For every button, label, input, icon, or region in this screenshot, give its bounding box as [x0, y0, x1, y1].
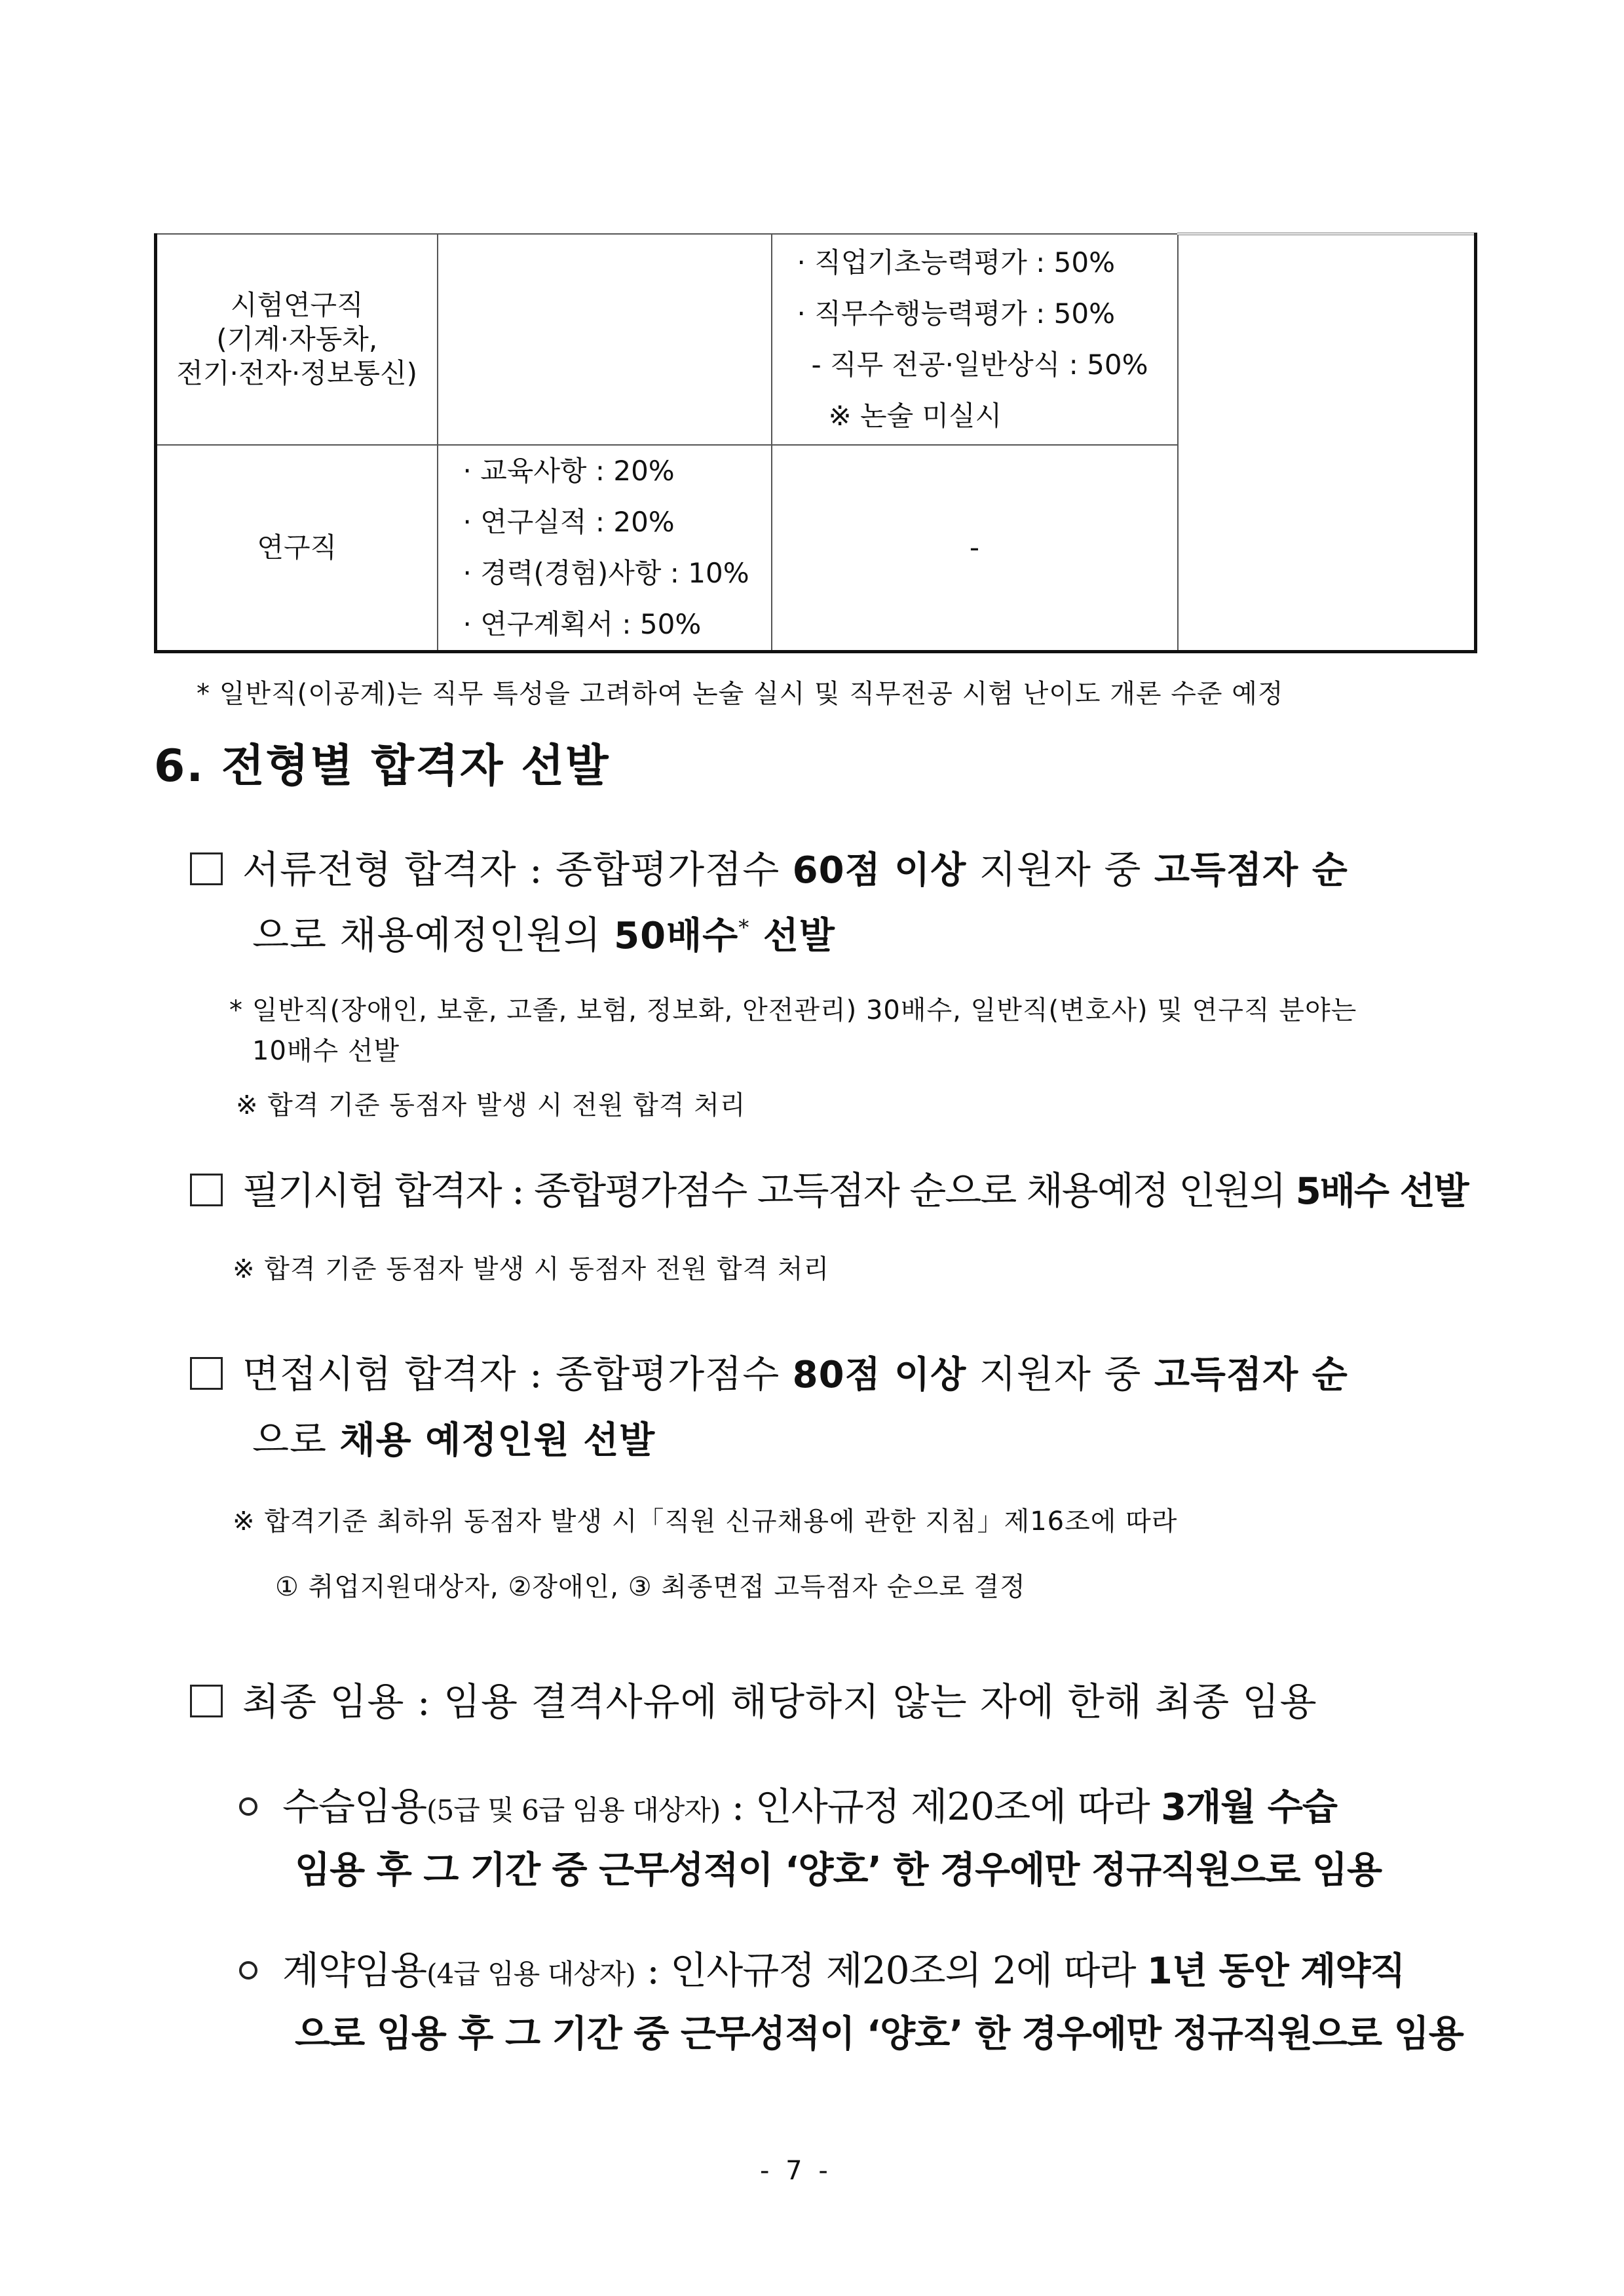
document-screening-line: 서류전형 합격자 : 종합평가점수 60점 이상 지원자 중 고득점자 순: [190, 839, 1348, 894]
contract-line-2: 으로 임용 후 그 기간 중 근무성적이 ‘양호’ 한 경우에만 정규직원으로 임용: [295, 2013, 1463, 2056]
screening-note: 10배수 선발: [252, 1036, 400, 1066]
final-appointment-line: 최종 임용 : 임용 결격사유에 해당하지 않는 자에 한해 최종 임용: [190, 1671, 1317, 1726]
table-cell-job-category: [156, 234, 438, 445]
criteria-item: · 교육사항 : 20%: [463, 455, 675, 487]
checkbox-icon: [190, 852, 223, 885]
screening-note: ※ 합격 기준 동점자 발생 시 전원 합격 처리: [236, 1090, 746, 1120]
written-exam-line: 필기시험 합격자 : 종합평가점수 고득점자 순으로 채용예정 인원의 5배수 선발: [190, 1160, 1468, 1215]
bullet-circle-icon: [239, 1797, 257, 1816]
probation-line: 수습임용(5급 및 6급 임용 대상자) : 인사규정 제20조에 따라 3개월 수습: [239, 1776, 1337, 1831]
interview-line: 면접시험 합격자 : 종합평가점수 80점 이상 지원자 중 고득점자 순: [190, 1343, 1348, 1398]
criteria-item: · 직업기초능력평가 : 50%: [797, 246, 1115, 278]
interview-line-2: 으로 채용 예정인원 선발: [252, 1417, 656, 1462]
page-number: - 7 -: [760, 2156, 832, 2186]
evaluation-criteria-table: [154, 233, 1477, 653]
table-row-test-research: [156, 234, 1476, 445]
criteria-item: · 연구실적 : 20%: [463, 506, 675, 538]
table-cell-written-criteria: [772, 445, 1178, 652]
criteria-note: ※ 논술 미실시: [828, 400, 1002, 432]
job-category-detail: (기계·자동차,: [216, 323, 378, 355]
checkbox-icon: [190, 1357, 223, 1390]
table-cell-document-criteria: [438, 445, 772, 652]
job-category-name: 시험연구직: [230, 289, 364, 321]
bullet-circle-icon: [239, 1961, 257, 1980]
screening-note: * 일반직(장애인, 보훈, 고졸, 보험, 정보화, 안전관리) 30배수, 일반직(변호사) 및 연구직 분야는: [229, 995, 1357, 1025]
contract-line: 계약임용(4급 임용 대상자) : 인사규정 제20조의 2에 따라 1년 동안 계약직: [239, 1940, 1405, 1995]
checkbox-icon: [190, 1685, 223, 1717]
checkbox-icon: [190, 1174, 223, 1206]
job-category-name: 연구직: [257, 531, 337, 564]
interview-note: ※ 합격기준 최하위 동점자 발생 시「직원 신규채용에 관한 지침」제16조에 따라: [233, 1506, 1178, 1537]
job-category-detail: 전기·전자·정보통신): [176, 357, 418, 389]
table-cell-empty: [1178, 234, 1476, 652]
written-exam-note: ※ 합격 기준 동점자 발생 시 동점자 전원 합격 처리: [233, 1254, 830, 1284]
criteria-subitem: - 직무 전공·일반상식 : 50%: [811, 349, 1148, 381]
criteria-item: · 경력(경험)사항 : 10%: [463, 557, 749, 589]
section-heading: 6. 전형별 합격자 선발: [154, 740, 610, 792]
criteria-item: · 직무수행능력평가 : 50%: [797, 297, 1115, 330]
criteria-item: · 연구계획서 : 50%: [463, 608, 702, 640]
probation-line-2: 임용 후 그 기간 중 근무성적이 ‘양호’ 한 경우에만 정규직원으로 임용: [295, 1849, 1382, 1892]
table-footnote: * 일반직(이공계)는 직무 특성을 고려하여 논술 실시 및 직무전공 시험 난이도 개론 수준 예정: [197, 679, 1284, 709]
document-screening-line-2: 으로 채용예정인원의 50배수* 선발: [252, 913, 835, 957]
table-cell-empty: [438, 234, 772, 445]
table-cell-written-criteria: [772, 234, 1178, 445]
empty-dash: -: [969, 531, 980, 564]
interview-note: ① 취업지원대상자, ②장애인, ③ 최종면접 고득점자 순으로 결정: [275, 1572, 1026, 1602]
table-cell-job-category: [156, 445, 438, 652]
